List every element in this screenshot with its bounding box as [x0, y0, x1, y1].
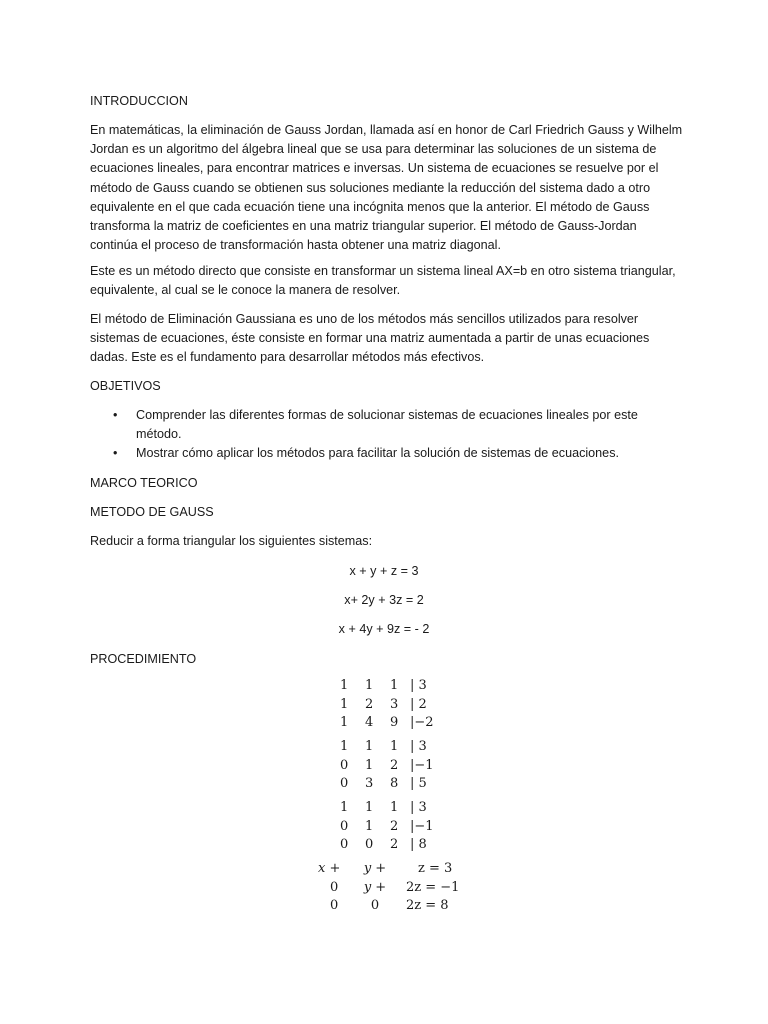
matrix-cell: 0	[340, 757, 349, 773]
matrix-cell: 9	[390, 715, 399, 730]
matrix-cell: 1	[340, 715, 349, 730]
matrix-cell: 1	[340, 800, 349, 815]
matrix-cell: 1	[365, 800, 374, 815]
matrix-cell: 3	[365, 776, 374, 791]
matrix-cell: | 2	[410, 696, 427, 712]
matrix-cell: | 8	[410, 837, 427, 852]
matrix-cell: 1	[365, 757, 374, 773]
system-term: y +	[363, 879, 387, 895]
system-term: 0	[330, 898, 339, 913]
matrix-cell: 2	[390, 837, 399, 852]
matrix-cell: 0	[340, 776, 349, 791]
system-term: x +	[318, 861, 341, 876]
objetivos-list	[90, 406, 685, 464]
system-term: z = 3	[418, 861, 453, 876]
metodo-heading: METODO DE GAUSS	[90, 505, 214, 519]
matrix-cell: 3	[390, 696, 399, 712]
matrix-cell: 2	[390, 818, 399, 834]
matrix-cell: | 3	[410, 678, 427, 693]
bullet-icon: •	[113, 446, 118, 461]
matrix-cell: |−1	[410, 757, 434, 773]
matrix-cell: 1	[365, 818, 374, 834]
equation-1: x + y + z = 3	[349, 564, 419, 578]
matrix-cell: 1	[340, 678, 349, 693]
system-term: y +	[363, 861, 387, 876]
matrix-row	[340, 714, 440, 733]
system-row	[318, 879, 478, 898]
objetivos-heading: OBJETIVOS	[90, 379, 161, 393]
intro-paragraph-1: En matemáticas, la eliminación de Gauss Jordan, llamada así en honor de Carl Friedrich Gauss y Wilhelm Jordan es un algoritmo del álgebra lineal que se usa para determinar las soluciones de un sistema de ecuaciones lineales, para encontrar matrices e inversas. Un sistema de ecuaciones se resuelve por el método de Gauss cuando se obtienen sus soluciones mediante la reducción del sistema dado a otro equivalente en el que cada ecuación tiene una incógnita menos que la anterior. El método de Gauss transforma la matriz de coeficientes en una matriz triangular superior. El método de Gauss-Jordan continúa el proceso de transformación hasta obtener una matriz diagonal.	[90, 123, 683, 253]
matrix-row	[340, 836, 440, 855]
system-term: 2z = 8	[406, 898, 449, 913]
system-row	[318, 860, 478, 879]
instruction-text: Reducir a forma triangular los siguientes sistemas:	[90, 534, 373, 548]
system-term: 0	[370, 898, 380, 913]
matrix-cell: 0	[340, 837, 349, 852]
matrix-cell: 1	[365, 678, 374, 693]
intro-paragraph-2: Este es un método directo que consiste en transformar un sistema lineal AX=b en otro sistema triangular, equivalente, al cual se le conoce la manera de resolver.	[90, 264, 676, 298]
system-row	[318, 897, 478, 916]
equation-2: x+ 2y + 3z = 2	[344, 593, 424, 607]
equation-3: x + 4y + 9z = - 2	[338, 622, 430, 636]
triangular-system	[318, 860, 478, 916]
matrix-cell: 1	[390, 678, 399, 693]
augmented-matrix-1	[340, 677, 440, 733]
matrix-cell: | 3	[410, 800, 427, 815]
list-item	[90, 406, 685, 444]
matrix-cell: 1	[390, 739, 399, 754]
list-item	[90, 444, 685, 463]
system-term: 0	[330, 879, 339, 895]
system-term: 2z = −1	[406, 879, 460, 895]
matrix-row	[340, 818, 440, 837]
matrix-cell: 0	[365, 837, 374, 852]
matrix-cell: 2	[390, 757, 399, 773]
matrix-cell: 1	[340, 739, 349, 754]
bullet-icon: •	[113, 408, 118, 422]
list-item-text: Mostrar cómo aplicar los métodos para facilitar la solución de sistemas de ecuaciones.	[136, 446, 619, 461]
matrix-cell: | 5	[410, 776, 427, 791]
intro-heading: INTRODUCCION	[90, 94, 188, 108]
matrix-row	[340, 775, 440, 794]
intro-paragraph-3: El método de Eliminación Gaussiana es uno de los métodos más sencillos utilizados para resolver sistemas de ecuaciones, éste consiste en formar una matriz aumentada a partir de unas ecuaciones dadas. Este es el fundamento para desarrollar métodos más efectivos.	[90, 312, 650, 365]
matrix-cell: |−1	[410, 818, 434, 834]
matrix-row	[340, 696, 440, 715]
matrix-cell: |−2	[410, 715, 434, 730]
matrix-row	[340, 738, 440, 757]
matrix-cell: 2	[365, 696, 374, 712]
list-item-text: Comprender las diferentes formas de solucionar sistemas de ecuaciones lineales por este método.	[136, 408, 638, 442]
augmented-matrix-2	[340, 738, 440, 794]
matrix-cell: 8	[390, 776, 399, 791]
marco-heading: MARCO TEORICO	[90, 476, 198, 490]
matrix-cell: | 3	[410, 739, 427, 754]
matrix-row	[340, 799, 440, 818]
matrix-cell: 1	[365, 739, 374, 754]
procedimiento-heading: PROCEDIMIENTO	[90, 652, 197, 666]
augmented-matrix-3	[340, 799, 440, 855]
matrix-cell: 0	[340, 818, 349, 834]
matrix-cell: 1	[390, 800, 399, 815]
matrix-row	[340, 677, 440, 696]
matrix-row	[340, 757, 440, 776]
matrix-cell: 4	[365, 715, 374, 730]
matrix-cell: 1	[340, 696, 349, 712]
